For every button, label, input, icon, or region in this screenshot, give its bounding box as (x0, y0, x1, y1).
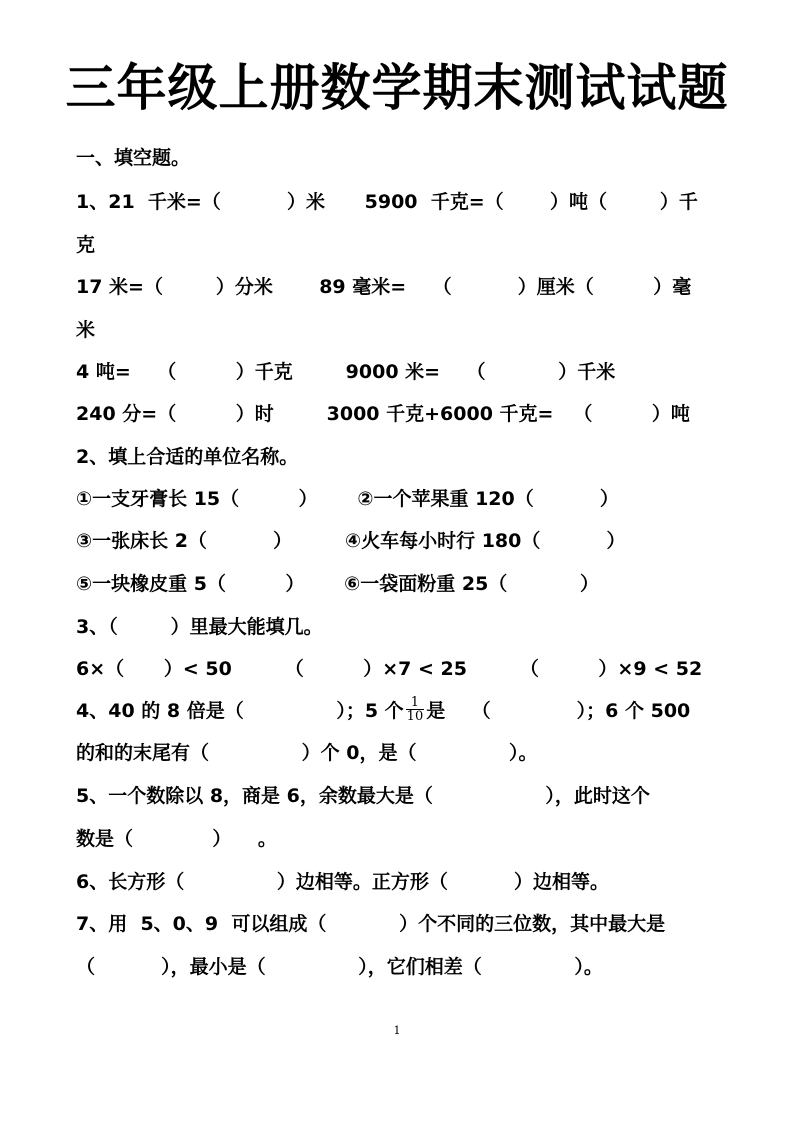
fraction-numerator: 1 (406, 696, 425, 710)
question-6: 6、长方形（ ）边相等。正方形（ ）边相等。 (76, 871, 609, 893)
question-2-heading: 2、填上合适的单位名称。 (76, 446, 299, 468)
question-1-line-2: 17 米=（ ）分米 89 毫米= （ ）厘米（ ）毫 (76, 276, 692, 298)
fraction-one-tenth (406, 696, 425, 723)
question-1-line-4: 240 分=（ ）时 3000 千克+6000 千克= （ ）吨 (76, 403, 690, 425)
question-1-line-1-wrap: 克 (76, 234, 96, 256)
question-4-line-2: 的和的末尾有（ ）个 0，是（ ）。 (76, 742, 538, 764)
question-1-line-2-wrap: 米 (76, 319, 96, 341)
question-1-line-3: 4 吨= （ ）千克 9000 米= （ ）千米 (76, 361, 616, 383)
document-title: 三年级上册数学期末测试试题 (65, 58, 729, 117)
page-number: 1 (393, 1024, 401, 1037)
question-7-line-1: 7、用 5、0、9 可以组成（ ）个不同的三位数，其中最大是 (76, 913, 666, 935)
question-1-line-1: 1、21 千米=（ ）米 5900 千克=（ ）吨（ ）千 (76, 191, 698, 213)
question-3-heading: 3、（ ）里最大能填几。 (76, 616, 323, 638)
question-4-line-1 (76, 695, 691, 725)
question-5-line-1: 5、一个数除以 8，商是 6，余数最大是（ ），此时这个 (76, 785, 650, 807)
question-4-text-a: 4、40 的 8 倍是（ ）；5 个 (76, 700, 404, 722)
question-2-row-1: ①一支牙膏长 15（ ） ②一个苹果重 120（ ） (76, 488, 619, 510)
fraction-denominator: 10 (406, 709, 424, 724)
question-5-line-2: 数是（ ） 。 (76, 828, 277, 850)
question-4-text-b: 是 （ ）；6 个 500 (426, 700, 691, 722)
question-2-row-2: ③一张床长 2（ ） ④火车每小时行 180（ ） (76, 530, 626, 552)
section-heading-fill-blanks: 一、填空题。 (76, 147, 191, 169)
question-3-row: 6×（ ）< 50 （ ）×7 < 25 （ ）×9 < 52 (76, 658, 703, 680)
question-7-line-2: （ ），最小是（ ），它们相差（ ）。 (76, 956, 603, 978)
question-2-row-3: ⑤一块橡皮重 5（ ） ⑥一袋面粉重 25（ ） (76, 573, 600, 595)
